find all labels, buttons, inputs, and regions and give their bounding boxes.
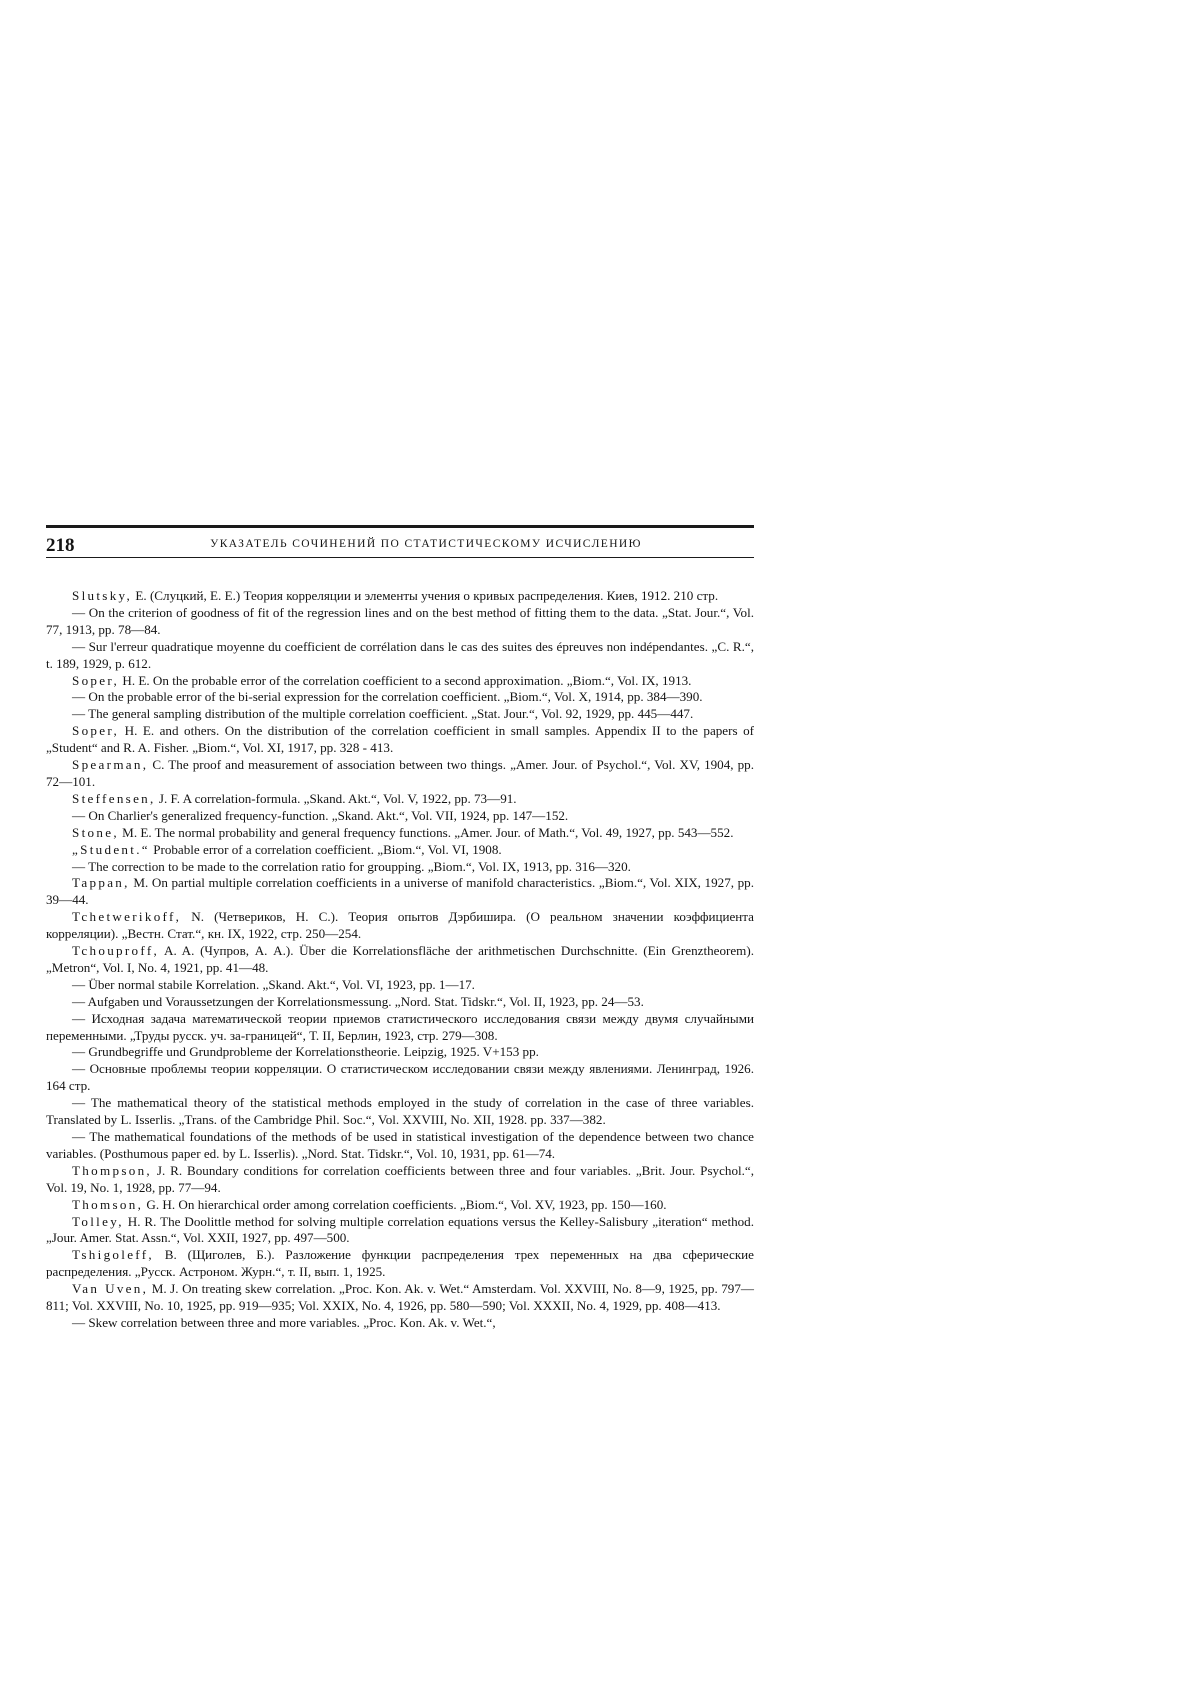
entry-text: — On the criterion of goodness of fit of the regression lines and on the best method of fitting them to the data. „Stat. Jour.“, Vol. 77, 1913, pp. 78—84. [46,604,754,637]
entry-author: Soper, [72,723,120,739]
entry-author: Thompson, [72,1162,152,1178]
entry-author: Slutsky, [72,588,133,603]
entry-text: M. On partial multiple correlation coefficients in a universe of manifold characteristics. „Biom.“, Vol. XIX, 1927, pp. 39—44. [46,875,754,908]
bibliography-entry [46,1214,754,1248]
entry-text: — The general sampling distribution of the multiple correlation coefficient. „Stat. Jour.“, Vol. 92, 1929, pp. 445—447. [72,706,694,722]
entry-author: Stone, [72,824,119,840]
entry-author: Tappan, [72,875,130,891]
entry-author: Van Uven, [72,1281,149,1297]
entry-text: — Grundbegriffe und Grundprobleme der Korrelationstheorie. Leipzig, 1925. V+153 pp. [72,1044,539,1060]
entry-author: Thomson, [72,1196,144,1212]
bibliography-entry [46,639,754,673]
entry-author: „Student.“ [72,841,150,857]
bibliography-entry [46,1011,754,1045]
bibliography-entry [46,588,754,605]
bibliography-entry [46,1281,754,1315]
running-title: УКАЗАТЕЛЬ СОЧИНЕНИЙ ПО СТАТИСТИЧЕСКОМУ ИСЧИСЛЕНИЮ [210,538,642,550]
entry-text: — Aufgaben und Voraussetzungen der Korrelationsmessung. „Nord. Stat. Tidskr.“, Vol. II, 1923, pp. 24—53. [72,993,644,1009]
entry-text: H. E. On the probable error of the correlation coefficient to a second approximation. „Biom.“, Vol. IX, 1913. [119,672,692,688]
entry-text: N. (Четвериков, Н. С.). Теория опытов Дэрбишира. (О реальном значении коэффициента корреляции). „Вестн. Стат.“, кн. IX, 1922, стр. 250—254. [46,909,754,942]
entry-author: Spearman, [72,757,149,773]
entry-text: — The correction to be made to the correlation ratio for groupping. „Biom.“, Vol. IX, 1913, pp. 316—320. [72,858,631,874]
entry-text: J. F. A correlation-formula. „Skand. Akt.“, Vol. V, 1922, pp. 73—91. [155,790,517,806]
entry-text: M. J. On treating skew correlation. „Proc. Kon. Ak. v. Wet.“ Amsterdam. Vol. XXVIII, No. 8—9, 1925, pp. 797—811; Vol. XXVIII, No. 10, 1925, pp. 919—935; Vol. XXIX, No. 4, 1926, pp. 580—590; Vol. XXXII, No. 4, 1929, pp. 408—413. [46,1281,754,1314]
entry-author: Tchouproff, [72,943,160,959]
bibliography-entry [46,689,754,706]
bibliography-entry [46,1044,754,1061]
bibliography-entry [46,605,754,639]
bibliography-entry [46,1061,754,1095]
entry-author: Tchetwerikoff, [72,909,182,925]
bibliography-entry [46,706,754,723]
entry-text: A. A. (Чупров, А. А.). Über die Korrelationsfläche der arithmetischen Durchschnitte. (Ein Grenztheorem). „Metron“, Vol. I, No. 4, 1921, pp. 41—48. [46,943,754,975]
entry-text: — On Charlier's generalized frequency-function. „Skand. Akt.“, Vol. VII, 1924, pp. 147—152. [72,807,569,823]
entry-author: Tshigoleff, [72,1247,154,1263]
entry-text: Probable error of a correlation coefficient. „Biom.“, Vol. VI, 1908. [149,841,502,857]
bibliography-entry [46,943,754,977]
entry-text: — The mathematical theory of the statistical methods employed in the study of correlation in the case of three variables. Translated by L. Isserlis. „Trans. of the Cambridge Phil. Soc.“, Vol. XXVIII, No. XII, 1928. pp. 337—382. [46,1095,754,1128]
bibliography-entry [46,1247,754,1281]
entry-author: Steffensen, [72,790,156,806]
bibliography-entry [46,825,754,842]
bibliography-entry [46,977,754,994]
entry-text: — On the probable error of the bi-serial expression for the correlation coefficient. „Biom.“, Vol. X, 1914, pp. 384—390. [72,689,703,705]
entry-text: — Основные проблемы теории корреляции. О статистическом исследовании связи между явлениями. Ленинград, 1926. 164 стр. [46,1061,754,1094]
entry-author: Soper, [72,672,120,688]
entry-author: Tolley, [72,1213,124,1229]
header-rule-bottom [46,557,754,558]
page-number: 218 [46,535,75,556]
bibliography-entry [46,1315,754,1332]
bibliography-entry [46,1129,754,1163]
book-page [46,525,754,1332]
bibliography-entry [46,842,754,859]
bibliography-list [46,588,754,1332]
bibliography-entry [46,859,754,876]
entry-text: — Sur l'erreur quadratique moyenne du coefficient de corrélation dans le cas des suites des épreuves non indépendantes. „C. R.“, t. 189, 1929, p. 612. [46,638,754,671]
bibliography-entry [46,1197,754,1214]
bibliography-entry [46,1163,754,1197]
bibliography-entry [46,673,754,690]
bibliography-entry [46,875,754,909]
entry-text: — Исходная задача математической теории приемов статистического исследования связи между двумя случайными переменными. „Труды русск. уч. за-границей“, Т. II, Берлин, 1923, стр. 279—308. [46,1010,754,1043]
entry-text: J. R. Boundary conditions for correlation coefficients between three and four variables. „Brit. Jour. Psychol.“, Vol. 19, No. 1, 1928, pp. 77—94. [46,1162,754,1195]
bibliography-entry [46,791,754,808]
entry-text: — The mathematical foundations of the methods of be used in statistical investigation of the dependence between two chance variables. (Posthumous paper ed. by L. Isserlis). „Nord. Stat. Tidskr.“, Vol. 10, 1931, pp. 61—74. [46,1129,754,1161]
entry-text: G. H. On hierarchical order among correlation coefficients. „Biom.“, Vol. XV, 1923, pp. 150—160. [143,1196,667,1212]
entry-text: B. (Щиголев, Б.). Разложение функции распределения трех переменных на два сферические распределения. „Русск. Астроном. Журн.“, т. II, вып. 1, 1925. [46,1247,754,1280]
entry-text: H. R. The Doolittle method for solving multiple correlation equations versus the Kelley-Salisbury „iteration“ method. „Jour. Amer. Stat. Assn.“, Vol. XXII, 1927, pp. 497—500. [46,1213,754,1246]
page-header [46,525,754,561]
header-rule-top [46,525,754,528]
entry-text: C. The proof and measurement of association between two things. „Amer. Jour. of Psychol.“, Vol. XV, 1904, pp. 72—101. [46,757,754,789]
entry-text: E. (Слуцкий, Е. Е.) Теория корреляции и элементы учения о кривых распределения. Киев, 1912. 210 стр. [132,588,719,603]
entry-text: H. E. and others. On the distribution of the correlation coefficient in small samples. Appendix II to the papers of „Student“ and R. A. Fisher. „Biom.“, Vol. XI, 1917, pp. 328 - 413. [46,723,754,756]
entry-text: M. E. The normal probability and general frequency functions. „Amer. Jour. of Math.“, Vol. 49, 1927, pp. 543—552. [118,824,734,840]
bibliography-entry [46,994,754,1011]
entry-text: — Über normal stabile Korrelation. „Skand. Akt.“, Vol. VI, 1923, pp. 1—17. [72,976,475,992]
entry-text: — Skew correlation between three and more variables. „Proc. Kon. Ak. v. Wet.“, [72,1314,496,1330]
bibliography-entry [46,723,754,757]
bibliography-entry [46,757,754,791]
bibliography-entry [46,808,754,825]
bibliography-entry [46,909,754,943]
bibliography-entry [46,1095,754,1129]
